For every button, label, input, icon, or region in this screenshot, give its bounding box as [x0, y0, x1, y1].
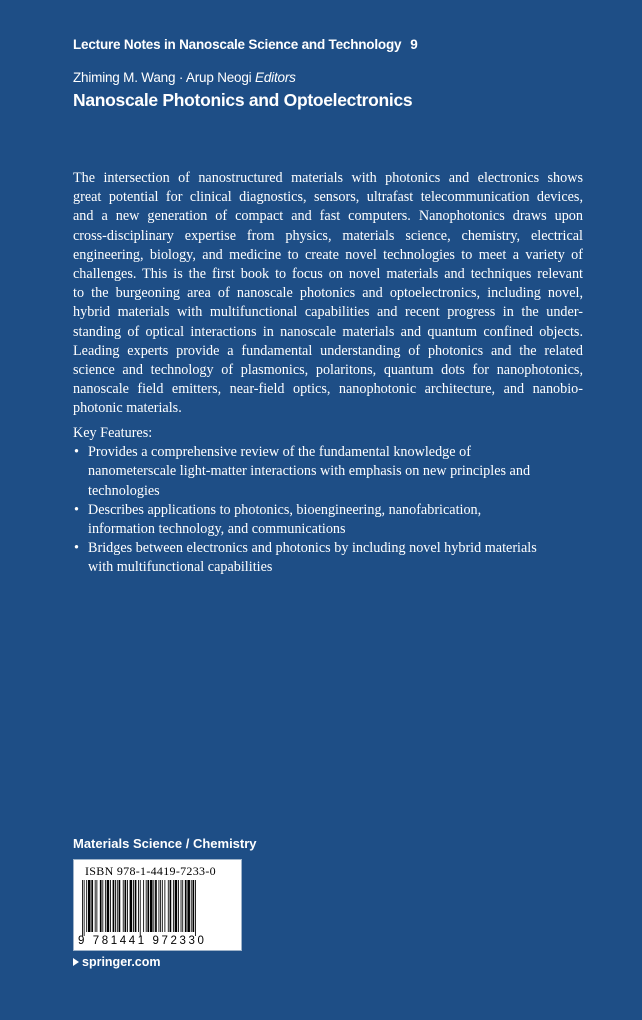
description-line: challenges. This is the first book to focus on novel materials and techniques relevant [73, 266, 583, 283]
barcode-bar [178, 880, 179, 932]
barcode-bar [119, 880, 121, 932]
description-line: Leading experts provide a fundamental understanding of photonics and the related [73, 342, 583, 359]
barcode-bar [182, 880, 183, 932]
website-url[interactable]: springer.com [82, 955, 161, 969]
barcode-bar [187, 880, 190, 932]
list-item [73, 443, 583, 501]
editor-names: Zhiming M. Wang · Arup Neogi [73, 70, 252, 85]
barcode-bar [159, 880, 160, 932]
barcode-bar [102, 880, 103, 932]
list-item-line: nanometerscale light-matter interactions with emphasis on new principles and [88, 463, 531, 480]
barcode-bar [162, 880, 163, 932]
barcode-bar [170, 880, 172, 932]
description-line: to the burgeoning area of nanoscale photonics and optoelectronics, including novel, [73, 285, 583, 302]
list-item-line: Bridges between electronics and photonics by including novel hybrid materials [88, 540, 537, 557]
barcode-bar [84, 880, 85, 936]
barcode-bar [82, 880, 83, 936]
triangle-right-icon [73, 958, 79, 966]
description-line: engineering, biology, and medicine to create novel technologies to meet a variety of [73, 246, 583, 263]
barcode-bar [146, 880, 147, 932]
key-features-list [73, 443, 583, 577]
list-item-line: Provides a comprehensive review of the fundamental knowledge of [88, 444, 471, 461]
barcode-bar [110, 880, 111, 932]
barcode-bar [123, 880, 124, 932]
description-line: hybrid materials with multifunctional capabilities and recent progress in the under- [73, 304, 583, 321]
list-item-line: Describes applications to photonics, bioengineering, nanofabrication, [88, 501, 482, 518]
barcode-bar [175, 880, 178, 932]
barcode-bar [88, 880, 91, 932]
barcode-icon [80, 880, 236, 936]
barcode-bar [130, 880, 133, 932]
barcode-bar [147, 880, 149, 932]
bullet-icon: • [74, 444, 79, 461]
barcode-bar [91, 880, 93, 932]
series-title: Lecture Notes in Nanoscale Science and Technology [73, 37, 402, 52]
description [73, 169, 583, 419]
barcode-bar [155, 880, 157, 932]
key-features [73, 424, 583, 578]
barcode-bar [100, 880, 102, 932]
description-line: and a new generation of compact and fast computers. Nanophotonics draws upon [73, 208, 583, 225]
barcode-digits: 9 781441 972330 [78, 935, 207, 947]
description-line: photonic materials. [73, 400, 182, 417]
barcode-bar [117, 880, 118, 932]
book-title: Nanoscale Photonics and Optoelectronics [73, 90, 413, 110]
description-line: The intersection of nanostructured materials with photonics and electronics shows [73, 170, 583, 186]
description-line: cross-disciplinary expertise from physics, materials science, chemistry, electrical [73, 227, 583, 244]
series-number: 9 [410, 37, 418, 52]
publisher-website[interactable] [73, 955, 161, 969]
subject-category: Materials Science / Chemistry [73, 836, 257, 851]
barcode-bar [150, 880, 153, 932]
list-item [73, 501, 583, 539]
list-item-line: information technology, and communications [88, 521, 346, 538]
isbn-barcode [73, 859, 242, 951]
list-item [73, 539, 583, 577]
description-line: science and technology of plasmonics, polaritons, quantum dots for nanophotonics, [73, 362, 583, 379]
series-header [73, 37, 418, 52]
barcode-bar [195, 880, 196, 936]
barcode-bar [185, 880, 187, 932]
editors-line [73, 70, 296, 85]
editors-role: Editors [255, 70, 296, 85]
barcode-bar [138, 880, 139, 932]
isbn-label: ISBN 978-1-4419-7233-0 [85, 864, 216, 878]
list-item-line: technologies [88, 482, 160, 499]
barcode-bar [153, 880, 154, 932]
barcode-bar [95, 880, 96, 932]
barcode-bar [133, 880, 134, 932]
barcode-bar [135, 880, 137, 932]
barcode-bar [164, 880, 165, 932]
barcode-bar [140, 880, 141, 936]
barcode-bar [181, 880, 182, 932]
barcode-bar [107, 880, 110, 932]
barcode-bar [193, 880, 195, 932]
barcode-bar [105, 880, 106, 932]
bullet-icon: • [74, 501, 79, 518]
list-item-line: with multifunctional capabilities [88, 559, 273, 576]
barcode-bar [173, 880, 174, 932]
description-line: nanoscale field emitters, near-field optics, nanophotonic architecture, and nanobio- [73, 381, 583, 398]
barcode-bar [115, 880, 116, 932]
barcode-bar [191, 880, 192, 932]
barcode-bar [86, 880, 87, 932]
description-line: standing of optical interactions in nanoscale materials and quantum confined objects. [73, 323, 583, 340]
barcode-bar [168, 880, 169, 932]
bullet-icon: • [74, 540, 79, 557]
barcode-bar [113, 880, 115, 932]
key-features-heading: Key Features: [73, 425, 153, 441]
description-line: great potential for clinical diagnostics, sensors, ultrafast telecommunication devices, [73, 189, 583, 206]
barcode-bar [160, 880, 161, 932]
barcode-bar [96, 880, 97, 932]
barcode-bar [127, 880, 128, 932]
barcode-bar [125, 880, 127, 932]
barcode-bar [143, 880, 144, 932]
